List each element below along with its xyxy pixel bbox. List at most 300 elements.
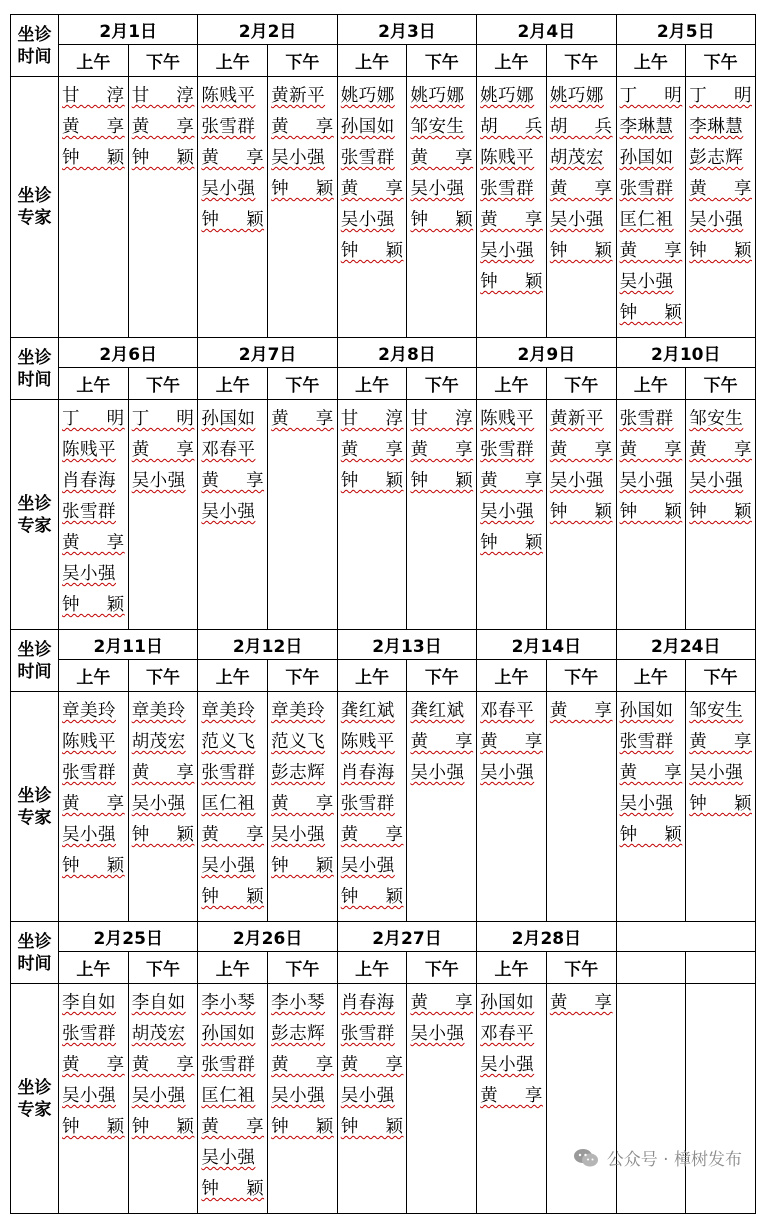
- date-cell: [59, 338, 198, 368]
- time-label-cell: [11, 15, 59, 77]
- expert-name: 邓春平: [480, 1024, 535, 1044]
- expert-name: 黄 享: [549, 179, 613, 199]
- expert-name: 胡茂宏: [131, 1024, 186, 1044]
- date-cell: [477, 630, 616, 660]
- experts-cell: [268, 692, 338, 922]
- ampm-row: [11, 660, 756, 692]
- expert-name: 吴小强: [62, 564, 116, 584]
- expert-name: 胡茂宏: [131, 732, 186, 752]
- morning-label: 上午: [215, 53, 250, 73]
- experts-cell: [686, 400, 756, 630]
- slot-header-cell: [128, 45, 198, 77]
- experts-cell: [128, 77, 198, 338]
- experts-cell: [407, 400, 477, 630]
- expert-name: 黄 享: [131, 763, 195, 783]
- expert-name: 姚巧娜: [410, 86, 465, 106]
- expert-name: 吴小强: [410, 1024, 465, 1044]
- experts-cell: [686, 984, 756, 1214]
- expert-name: 邹安生: [689, 409, 744, 429]
- expert-name: 钟 颖: [62, 1117, 125, 1137]
- expert-name: 钟 颖: [480, 533, 543, 553]
- expert-name: 肖春海: [62, 471, 116, 491]
- expert-name: 吴小强: [340, 1086, 395, 1106]
- time-label-cell: [11, 922, 59, 984]
- expert-name: 黄 享: [480, 1086, 543, 1106]
- expert-name: 钟 颖: [201, 210, 265, 230]
- slot-header-cell: [59, 368, 129, 400]
- date-label: 2月13日: [372, 637, 442, 657]
- expert-name: 陈贱平: [340, 732, 395, 752]
- slot-header-cell: [546, 368, 616, 400]
- date-label: 2月9日: [517, 345, 576, 365]
- expert-name: 龚红斌: [410, 701, 465, 721]
- time-label: 坐诊 时间: [17, 24, 52, 67]
- afternoon-label: 下午: [424, 668, 459, 688]
- expert-name: 甘 淳: [410, 409, 474, 429]
- date-label: 2月3日: [378, 22, 436, 42]
- slot-header-cell: [337, 952, 407, 984]
- ampm-row: [11, 45, 756, 77]
- experts-cell: [616, 77, 686, 338]
- expert-name: 孙国如: [619, 701, 674, 721]
- watermark-text: 公众号 · 樟树发布: [606, 1150, 742, 1170]
- expert-name: 钟 颖: [549, 502, 613, 522]
- slot-header-cell: [616, 660, 686, 692]
- expert-name: 彭志辉: [271, 763, 326, 783]
- afternoon-label: 下午: [146, 668, 181, 688]
- experts-cell: [546, 984, 616, 1214]
- expert-name: 范义飞: [201, 732, 256, 752]
- expert-name: 钟 颖: [340, 471, 404, 491]
- expert-name: 龚红斌: [340, 701, 395, 721]
- expert-name: 章美玲: [62, 701, 116, 721]
- slot-header-cell: [337, 660, 407, 692]
- expert-name: 张雪群: [201, 117, 256, 137]
- expert-name: 吴小强: [340, 856, 395, 876]
- date-label: 2月24日: [651, 637, 721, 657]
- date-label: 2月8日: [378, 345, 436, 365]
- expert-name: 黄 享: [201, 471, 265, 491]
- slot-header-cell: [268, 952, 338, 984]
- morning-label: 上午: [215, 668, 250, 688]
- expert-name: 黄 享: [689, 732, 752, 752]
- expert-name: 彭志辉: [689, 148, 744, 168]
- watermark: [573, 1145, 742, 1170]
- expert-name: 邓春平: [480, 701, 535, 721]
- experts-cell: [616, 984, 686, 1214]
- experts-cell: [337, 77, 407, 338]
- afternoon-label: 下午: [146, 376, 181, 396]
- expert-name: 张雪群: [201, 1055, 256, 1075]
- expert-name: 姚巧娜: [549, 86, 604, 106]
- expert-name: 黄 享: [480, 471, 543, 491]
- date-label: 2月11日: [93, 637, 163, 657]
- expert-name: 黄 享: [410, 148, 474, 168]
- experts-label: 坐诊 专家: [17, 1077, 52, 1120]
- expert-name: 钟 颖: [201, 887, 265, 907]
- slot-header-cell: [477, 952, 547, 984]
- expert-name: 黄 享: [62, 533, 125, 553]
- expert-name: 张雪群: [340, 1024, 395, 1044]
- experts-cell: [477, 77, 547, 338]
- experts-cell: [128, 400, 198, 630]
- morning-label: 上午: [355, 960, 390, 980]
- experts-row: [11, 77, 756, 338]
- expert-name: 匡仁袓: [201, 794, 256, 814]
- experts-cell: [686, 692, 756, 922]
- time-label: 坐诊 时间: [17, 639, 52, 682]
- expert-name: 黄 享: [340, 179, 404, 199]
- slot-header-cell: [198, 368, 268, 400]
- expert-name: 黄 享: [619, 241, 683, 261]
- expert-name: 李小琴: [201, 993, 256, 1013]
- date-cell: [198, 338, 337, 368]
- expert-name: 吴小强: [689, 763, 744, 783]
- expert-name: 孙国如: [480, 993, 535, 1013]
- expert-name: 李小琴: [271, 993, 326, 1013]
- experts-row: [11, 984, 756, 1214]
- expert-name: 孙国如: [201, 409, 256, 429]
- morning-label: 上午: [355, 668, 390, 688]
- experts-cell: [616, 692, 686, 922]
- date-label: 2月27日: [372, 929, 442, 949]
- experts-cell: [546, 692, 616, 922]
- expert-name: 陈贱平: [201, 86, 256, 106]
- date-cell: [198, 15, 337, 45]
- morning-label: 上午: [215, 376, 250, 396]
- date-label: 2月26日: [232, 929, 303, 949]
- date-cell: [337, 15, 476, 45]
- experts-row: [11, 692, 756, 922]
- experts-label: 坐诊 专家: [17, 186, 52, 228]
- slot-header-cell: [407, 952, 477, 984]
- slot-header-cell: [337, 368, 407, 400]
- afternoon-label: 下午: [564, 960, 599, 980]
- date-label: 2月12日: [232, 637, 303, 657]
- date-cell: [198, 630, 337, 660]
- date-label: 2月28日: [511, 929, 582, 949]
- slot-header-cell: [616, 952, 686, 984]
- expert-name: 黄 享: [549, 440, 613, 460]
- morning-label: 上午: [215, 960, 250, 980]
- expert-name: 钟 颖: [480, 272, 543, 292]
- expert-name: 邹安生: [410, 117, 465, 137]
- expert-name: 张雪群: [340, 148, 395, 168]
- slot-header-cell: [59, 660, 129, 692]
- slot-header-cell: [128, 660, 198, 692]
- date-cell: [59, 922, 198, 952]
- expert-name: 钟 颖: [131, 825, 195, 845]
- morning-label: 上午: [494, 960, 529, 980]
- afternoon-label: 下午: [564, 53, 599, 73]
- expert-name: 张雪群: [62, 1024, 116, 1044]
- expert-name: 钟 颖: [689, 241, 752, 261]
- experts-cell: [268, 77, 338, 338]
- expert-name: 孙国如: [619, 148, 674, 168]
- morning-label: 上午: [494, 53, 529, 73]
- expert-name: 黄 享: [340, 1055, 404, 1075]
- experts-label-cell: [11, 77, 59, 338]
- slot-header-cell: [546, 952, 616, 984]
- expert-name: 李自如: [131, 993, 186, 1013]
- morning-label: 上午: [355, 376, 390, 396]
- date-cell: [59, 630, 198, 660]
- experts-cell: [128, 984, 198, 1214]
- expert-name: 吴小强: [131, 471, 186, 491]
- afternoon-label: 下午: [703, 668, 738, 688]
- slot-header-cell: [268, 45, 338, 77]
- slot-header-cell: [616, 368, 686, 400]
- slot-header-cell: [407, 45, 477, 77]
- expert-name: 钟 颖: [271, 179, 334, 199]
- expert-name: 吴小强: [62, 825, 116, 845]
- expert-name: 吴小强: [201, 502, 256, 522]
- experts-cell: [546, 400, 616, 630]
- morning-label: 上午: [633, 376, 668, 396]
- expert-name: 黄 享: [340, 825, 404, 845]
- date-row: [11, 922, 756, 952]
- slot-header-cell: [268, 660, 338, 692]
- experts-cell: [477, 984, 547, 1214]
- expert-name: 胡 兵: [549, 117, 613, 137]
- expert-name: 黄 享: [271, 117, 334, 137]
- experts-cell: [616, 400, 686, 630]
- experts-cell: [407, 692, 477, 922]
- expert-name: 黄 享: [131, 1055, 195, 1075]
- expert-name: 黄 享: [340, 440, 404, 460]
- afternoon-label: 下午: [285, 960, 320, 980]
- expert-name: 黄 享: [271, 794, 334, 814]
- experts-cell: [546, 77, 616, 338]
- expert-name: 陈贱平: [480, 409, 535, 429]
- expert-name: 范义飞: [271, 732, 326, 752]
- slot-header-cell: [477, 368, 547, 400]
- expert-name: 肖春海: [340, 763, 395, 783]
- experts-cell: [198, 692, 268, 922]
- expert-name: 黄新平: [271, 86, 326, 106]
- slot-header-cell: [128, 368, 198, 400]
- experts-cell: [477, 400, 547, 630]
- afternoon-label: 下午: [285, 376, 320, 396]
- expert-name: 钟 颖: [619, 303, 683, 323]
- expert-name: 甘 淳: [62, 86, 125, 106]
- slot-header-cell: [477, 660, 547, 692]
- expert-name: 吴小强: [480, 763, 535, 783]
- slot-header-cell: [686, 368, 756, 400]
- expert-name: 张雪群: [619, 409, 674, 429]
- expert-name: 黄 享: [410, 440, 474, 460]
- afternoon-label: 下午: [564, 668, 599, 688]
- expert-name: 吴小强: [131, 794, 186, 814]
- expert-name: 黄 享: [689, 179, 752, 199]
- expert-name: 吴小强: [131, 1086, 186, 1106]
- expert-name: 黄 享: [619, 440, 683, 460]
- afternoon-label: 下午: [564, 376, 599, 396]
- date-cell: [59, 15, 198, 45]
- expert-name: 黄新平: [549, 409, 604, 429]
- expert-name: 吴小强: [619, 794, 674, 814]
- date-row: [11, 15, 756, 45]
- expert-name: 黄 享: [62, 117, 125, 137]
- expert-name: 丁 明: [619, 86, 683, 106]
- expert-name: 吴小强: [480, 502, 535, 522]
- experts-label-cell: [11, 400, 59, 630]
- expert-name: 吴小强: [271, 1086, 326, 1106]
- date-cell: [616, 15, 755, 45]
- slot-header-cell: [407, 368, 477, 400]
- expert-name: 肖春海: [340, 993, 395, 1013]
- expert-name: 张雪群: [619, 732, 674, 752]
- expert-name: 钟 颖: [62, 595, 125, 615]
- slot-header-cell: [477, 45, 547, 77]
- date-label: 2月4日: [517, 22, 576, 42]
- experts-row: [11, 400, 756, 630]
- time-label: 坐诊 时间: [17, 931, 52, 974]
- expert-name: 黄 享: [549, 701, 613, 721]
- expert-name: 吴小强: [619, 272, 674, 292]
- expert-name: 陈贱平: [480, 148, 535, 168]
- experts-cell: [59, 984, 129, 1214]
- slot-header-cell: [59, 45, 129, 77]
- expert-name: 吴小强: [271, 825, 326, 845]
- experts-cell: [59, 692, 129, 922]
- expert-name: 吴小强: [410, 763, 465, 783]
- expert-name: 胡 兵: [480, 117, 543, 137]
- date-label: 2月6日: [99, 345, 158, 365]
- experts-cell: [59, 77, 129, 338]
- expert-name: 李琳慧: [619, 117, 674, 137]
- experts-cell: [337, 692, 407, 922]
- expert-name: 黄 享: [131, 117, 195, 137]
- slot-header-cell: [268, 368, 338, 400]
- morning-label: 上午: [76, 960, 111, 980]
- slot-header-cell: [198, 952, 268, 984]
- experts-cell: [59, 400, 129, 630]
- expert-name: 钟 颖: [201, 1179, 265, 1199]
- experts-cell: [268, 400, 338, 630]
- morning-label: 上午: [633, 53, 668, 73]
- morning-label: 上午: [355, 53, 390, 73]
- expert-name: 黄 享: [201, 825, 265, 845]
- expert-name: 钟 颖: [619, 825, 683, 845]
- expert-name: 吴小强: [480, 1055, 535, 1075]
- expert-name: 钟 颖: [549, 241, 613, 261]
- morning-label: 上午: [494, 376, 529, 396]
- afternoon-label: 下午: [285, 668, 320, 688]
- morning-label: 上午: [494, 668, 529, 688]
- expert-name: 黄 享: [480, 210, 543, 230]
- expert-name: 黄 享: [410, 993, 474, 1013]
- experts-cell: [198, 77, 268, 338]
- expert-name: 陈贱平: [62, 440, 116, 460]
- expert-name: 钟 颖: [62, 856, 125, 876]
- expert-name: 吴小强: [271, 148, 326, 168]
- date-cell: [616, 338, 755, 368]
- date-label: 2月25日: [93, 929, 163, 949]
- expert-name: 甘 淳: [131, 86, 195, 106]
- expert-name: 钟 颖: [410, 471, 474, 491]
- date-cell: [616, 630, 755, 660]
- experts-cell: [337, 400, 407, 630]
- expert-name: 匡仁袓: [201, 1086, 256, 1106]
- expert-name: 吴小强: [619, 471, 674, 491]
- date-label: 2月5日: [656, 22, 715, 42]
- expert-name: 吴小强: [549, 210, 604, 230]
- slot-header-cell: [198, 660, 268, 692]
- expert-name: 黄 享: [619, 763, 683, 783]
- expert-name: 钟 颖: [689, 502, 752, 522]
- date-cell: [337, 630, 476, 660]
- expert-name: 黄 享: [62, 1055, 125, 1075]
- expert-name: 钟 颖: [340, 241, 404, 261]
- expert-name: 钟 颖: [131, 148, 195, 168]
- expert-name: 姚巧娜: [480, 86, 535, 106]
- schedule-table: [10, 14, 756, 1214]
- expert-name: 陈贱平: [62, 732, 116, 752]
- experts-cell: [407, 77, 477, 338]
- afternoon-label: 下午: [424, 376, 459, 396]
- date-label: 2月2日: [238, 22, 297, 42]
- expert-name: 黄 享: [201, 148, 265, 168]
- expert-name: 吴小强: [689, 471, 744, 491]
- afternoon-label: 下午: [285, 53, 320, 73]
- expert-name: 匡仁袓: [619, 210, 674, 230]
- experts-cell: [477, 692, 547, 922]
- expert-name: 张雪群: [62, 763, 116, 783]
- date-row: [11, 338, 756, 368]
- expert-name: 钟 颖: [340, 887, 404, 907]
- expert-name: 黄 享: [131, 440, 195, 460]
- date-cell: [198, 922, 337, 952]
- slot-header-cell: [337, 45, 407, 77]
- expert-name: 章美玲: [271, 701, 326, 721]
- expert-name: 黄 享: [271, 409, 334, 429]
- slot-header-cell: [198, 45, 268, 77]
- afternoon-label: 下午: [146, 53, 181, 73]
- expert-name: 吴小强: [340, 210, 395, 230]
- expert-name: 钟 颖: [62, 148, 125, 168]
- afternoon-label: 下午: [703, 376, 738, 396]
- slot-header-cell: [407, 660, 477, 692]
- slot-header-cell: [616, 45, 686, 77]
- expert-name: 李琳慧: [689, 117, 744, 137]
- date-label: 2月10日: [651, 345, 721, 365]
- date-cell: [616, 922, 755, 952]
- date-label: 2月14日: [511, 637, 582, 657]
- expert-name: 孙国如: [340, 117, 395, 137]
- expert-name: 钟 颖: [340, 1117, 404, 1137]
- experts-cell: [407, 984, 477, 1214]
- slot-header-cell: [59, 952, 129, 984]
- slot-header-cell: [686, 45, 756, 77]
- experts-label: 坐诊 专家: [17, 785, 52, 828]
- morning-label: 上午: [633, 668, 668, 688]
- ampm-row: [11, 368, 756, 400]
- expert-name: 胡茂宏: [549, 148, 604, 168]
- expert-name: 章美玲: [131, 701, 186, 721]
- morning-label: 上午: [76, 668, 111, 688]
- expert-name: 钟 颖: [131, 1117, 195, 1137]
- expert-name: 邓春平: [201, 440, 256, 460]
- experts-cell: [198, 984, 268, 1214]
- expert-name: 吴小强: [410, 179, 465, 199]
- date-cell: [477, 922, 616, 952]
- experts-label: 坐诊 专家: [17, 493, 52, 536]
- experts-cell: [268, 984, 338, 1214]
- date-cell: [477, 15, 616, 45]
- expert-name: 钟 颖: [689, 794, 752, 814]
- expert-name: 黄 享: [62, 794, 125, 814]
